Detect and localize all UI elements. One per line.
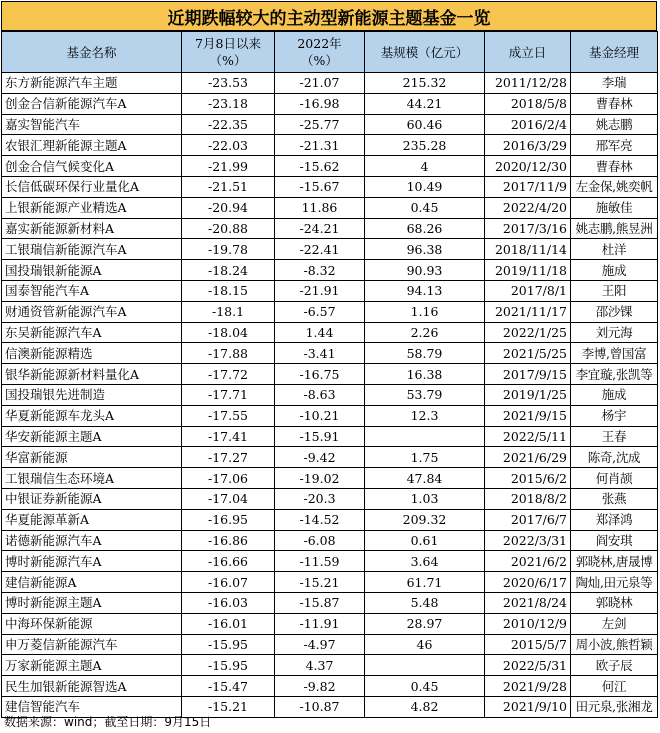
table-row: [2, 613, 658, 634]
table-row: [2, 260, 658, 281]
header-since-july8-line2: （%）: [209, 53, 247, 68]
since-july8-cell: -16.95: [182, 509, 275, 530]
fund-name-cell: 工银瑞信生态环境A: [2, 468, 182, 489]
inception-date-cell: 2017/9/15: [485, 364, 571, 385]
since-july8-cell: -17.41: [182, 426, 275, 447]
table-row: [2, 572, 658, 593]
fund-manager-cell: 杨宇: [571, 405, 658, 426]
since-july8-cell: -16.03: [182, 592, 275, 613]
ytd-2022-cell: -15.67: [275, 176, 365, 197]
header-row: [2, 32, 658, 73]
fund-size-cell: 61.71: [365, 572, 485, 593]
since-july8-cell: -17.27: [182, 447, 275, 468]
ytd-2022-cell: -11.91: [275, 613, 365, 634]
table-row: [2, 343, 658, 364]
fund-name-cell: 上银新能源产业精选A: [2, 197, 182, 218]
table-row: [2, 218, 658, 239]
fund-size-cell: 235.28: [365, 135, 485, 156]
fund-manager-cell: 何肖颉: [571, 468, 658, 489]
inception-date-cell: 2010/12/9: [485, 613, 571, 634]
fund-manager-cell: 田元泉,张湘龙: [571, 696, 658, 717]
ytd-2022-cell: -24.21: [275, 218, 365, 239]
ytd-2022-cell: -21.91: [275, 280, 365, 301]
inception-date-cell: 2021/9/10: [485, 696, 571, 717]
since-july8-cell: -18.24: [182, 260, 275, 281]
fund-manager-cell: 陈奇,沈成: [571, 447, 658, 468]
fund-manager-cell: 曹春林: [571, 93, 658, 114]
inception-date-cell: 2021/6/29: [485, 447, 571, 468]
inception-date-cell: 2019/11/18: [485, 260, 571, 281]
since-july8-cell: -18.1: [182, 301, 275, 322]
fund-size-cell: 47.84: [365, 468, 485, 489]
table-row: [2, 322, 658, 343]
fund-name-cell: 嘉实新能源新材料A: [2, 218, 182, 239]
inception-date-cell: 2021/8/24: [485, 592, 571, 613]
table-row: [2, 447, 658, 468]
fund-size-cell: 60.46: [365, 114, 485, 135]
fund-name-cell: 长信低碳环保行业量化A: [2, 176, 182, 197]
table-row: [2, 364, 658, 385]
inception-date-cell: 2022/4/20: [485, 197, 571, 218]
since-july8-cell: -20.88: [182, 218, 275, 239]
ytd-2022-cell: -20.3: [275, 488, 365, 509]
fund-name-cell: 东吴新能源汽车A: [2, 322, 182, 343]
fund-size-cell: [365, 655, 485, 676]
fund-size-cell: 94.13: [365, 280, 485, 301]
fund-manager-cell: 郭晓林: [571, 592, 658, 613]
ytd-2022-cell: -10.87: [275, 696, 365, 717]
ytd-2022-cell: -4.97: [275, 634, 365, 655]
fund-name-cell: 博时新能源汽车A: [2, 551, 182, 572]
ytd-2022-cell: -8.32: [275, 260, 365, 281]
ytd-2022-cell: -6.57: [275, 301, 365, 322]
table-row: [2, 239, 658, 260]
fund-size-cell: 209.32: [365, 509, 485, 530]
fund-name-cell: 中海环保新能源: [2, 613, 182, 634]
fund-manager-cell: 施敏佳: [571, 197, 658, 218]
ytd-2022-cell: -8.63: [275, 384, 365, 405]
fund-size-cell: 12.3: [365, 405, 485, 426]
fund-name-cell: 工银瑞信新能源汽车A: [2, 239, 182, 260]
fund-name-cell: 万家新能源主题A: [2, 655, 182, 676]
fund-size-cell: 16.38: [365, 364, 485, 385]
ytd-2022-cell: -21.31: [275, 135, 365, 156]
fund-name-cell: 华富新能源: [2, 447, 182, 468]
fund-size-cell: 53.79: [365, 384, 485, 405]
fund-name-cell: 农银汇理新能源主题A: [2, 135, 182, 156]
fund-name-cell: 申万菱信新能源汽车: [2, 634, 182, 655]
fund-table: [1, 31, 658, 718]
fund-name-cell: 建信新能源A: [2, 572, 182, 593]
table-row: [2, 426, 658, 447]
fund-manager-cell: 左剑: [571, 613, 658, 634]
fund-name-cell: 华安新能源主题A: [2, 426, 182, 447]
inception-date-cell: 2018/5/8: [485, 93, 571, 114]
fund-name-cell: 东方新能源汽车主题: [2, 73, 182, 94]
ytd-2022-cell: -15.91: [275, 426, 365, 447]
inception-date-cell: 2016/2/4: [485, 114, 571, 135]
fund-manager-cell: 刘元海: [571, 322, 658, 343]
fund-manager-cell: 周小波,熊哲颖: [571, 634, 658, 655]
since-july8-cell: -17.04: [182, 488, 275, 509]
fund-manager-cell: 李瑞: [571, 73, 658, 94]
since-july8-cell: -22.03: [182, 135, 275, 156]
ytd-2022-cell: -10.21: [275, 405, 365, 426]
since-july8-cell: -16.01: [182, 613, 275, 634]
table-row: [2, 176, 658, 197]
fund-manager-cell: 杜洋: [571, 239, 658, 260]
since-july8-cell: -18.15: [182, 280, 275, 301]
inception-date-cell: 2021/5/25: [485, 343, 571, 364]
inception-date-cell: 2015/5/7: [485, 634, 571, 655]
ytd-2022-cell: -11.59: [275, 551, 365, 572]
ytd-2022-cell: -9.82: [275, 676, 365, 697]
header-ytd-2022: [275, 32, 365, 73]
table-row: [2, 592, 658, 613]
fund-manager-cell: 王阳: [571, 280, 658, 301]
ytd-2022-cell: -21.07: [275, 73, 365, 94]
table-row: [2, 676, 658, 697]
fund-size-cell: 1.03: [365, 488, 485, 509]
table-row: [2, 135, 658, 156]
fund-name-cell: 建信智能汽车: [2, 696, 182, 717]
fund-name-cell: 创金合信气候变化A: [2, 156, 182, 177]
fund-size-cell: 3.64: [365, 551, 485, 572]
header-fund-name: 基金名称: [2, 32, 182, 73]
fund-manager-cell: 曹春林: [571, 156, 658, 177]
fund-manager-cell: 欧子辰: [571, 655, 658, 676]
inception-date-cell: 2020/6/17: [485, 572, 571, 593]
table-row: [2, 73, 658, 94]
table-row: [2, 530, 658, 551]
ytd-2022-cell: -16.75: [275, 364, 365, 385]
ytd-2022-cell: -25.77: [275, 114, 365, 135]
header-ytd-2022-line2: （%）: [301, 53, 338, 68]
table-row: [2, 280, 658, 301]
since-july8-cell: -16.86: [182, 530, 275, 551]
fund-size-cell: 0.61: [365, 530, 485, 551]
ytd-2022-cell: 1.44: [275, 322, 365, 343]
fund-name-cell: 创金合信新能源汽车A: [2, 93, 182, 114]
since-july8-cell: -15.95: [182, 655, 275, 676]
fund-size-cell: 0.45: [365, 197, 485, 218]
ytd-2022-cell: -15.87: [275, 592, 365, 613]
since-july8-cell: -17.88: [182, 343, 275, 364]
ytd-2022-cell: 4.37: [275, 655, 365, 676]
table-header: [2, 32, 658, 73]
header-ytd-2022-line1: 2022年: [297, 36, 342, 51]
table-row: [2, 384, 658, 405]
data-source-note: 数据来源：wind；截至日期：9月15日: [4, 715, 212, 729]
table-row: [2, 301, 658, 322]
since-july8-cell: -15.21: [182, 696, 275, 717]
inception-date-cell: 2018/8/2: [485, 488, 571, 509]
fund-size-cell: 4: [365, 156, 485, 177]
inception-date-cell: 2011/12/28: [485, 73, 571, 94]
inception-date-cell: 2018/11/14: [485, 239, 571, 260]
header-fund-manager: 基金经理: [571, 32, 658, 73]
fund-name-cell: 华夏能源革新A: [2, 509, 182, 530]
fund-manager-cell: 左金保,姚奕帆: [571, 176, 658, 197]
ytd-2022-cell: -3.41: [275, 343, 365, 364]
since-july8-cell: -18.04: [182, 322, 275, 343]
since-july8-cell: -17.55: [182, 405, 275, 426]
table-row: [2, 93, 658, 114]
fund-size-cell: 215.32: [365, 73, 485, 94]
header-since-july8: [182, 32, 275, 73]
inception-date-cell: 2021/9/28: [485, 676, 571, 697]
ytd-2022-cell: -6.08: [275, 530, 365, 551]
ytd-2022-cell: -14.52: [275, 509, 365, 530]
table-row: [2, 488, 658, 509]
fund-manager-cell: 何江: [571, 676, 658, 697]
since-july8-cell: -17.71: [182, 384, 275, 405]
fund-size-cell: 1.75: [365, 447, 485, 468]
inception-date-cell: 2017/3/16: [485, 218, 571, 239]
fund-size-cell: 4.82: [365, 696, 485, 717]
fund-manager-cell: 邢军亮: [571, 135, 658, 156]
inception-date-cell: 2015/6/2: [485, 468, 571, 489]
ytd-2022-cell: -15.21: [275, 572, 365, 593]
table-row: [2, 634, 658, 655]
fund-manager-cell: 张燕: [571, 488, 658, 509]
inception-date-cell: 2021/11/17: [485, 301, 571, 322]
fund-manager-cell: 姚志鹏: [571, 114, 658, 135]
since-july8-cell: -21.99: [182, 156, 275, 177]
table-row: [2, 655, 658, 676]
fund-size-cell: 96.38: [365, 239, 485, 260]
fund-manager-cell: 阎安琪: [571, 530, 658, 551]
header-since-july8-line1: 7月8日以来: [195, 36, 261, 51]
since-july8-cell: -17.72: [182, 364, 275, 385]
table-row: [2, 197, 658, 218]
fund-manager-cell: 邵沙锞: [571, 301, 658, 322]
inception-date-cell: 2017/6/7: [485, 509, 571, 530]
inception-date-cell: 2017/11/9: [485, 176, 571, 197]
fund-manager-cell: 郭晓林,唐晟博: [571, 551, 658, 572]
fund-size-cell: 68.26: [365, 218, 485, 239]
fund-name-cell: 国投瑞银新能源A: [2, 260, 182, 281]
ytd-2022-cell: -22.41: [275, 239, 365, 260]
ytd-2022-cell: -16.98: [275, 93, 365, 114]
fund-manager-cell: 陶灿,田元泉等: [571, 572, 658, 593]
table-title: 近期跌幅较大的主动型新能源主题基金一览: [1, 1, 657, 31]
fund-name-cell: 华夏新能源车龙头A: [2, 405, 182, 426]
inception-date-cell: 2016/3/29: [485, 135, 571, 156]
inception-date-cell: 2020/12/30: [485, 156, 571, 177]
fund-name-cell: 信澳新能源精选: [2, 343, 182, 364]
fund-size-cell: 90.93: [365, 260, 485, 281]
ytd-2022-cell: -19.02: [275, 468, 365, 489]
inception-date-cell: 2022/3/31: [485, 530, 571, 551]
fund-name-cell: 国泰智能汽车A: [2, 280, 182, 301]
fund-size-cell: 2.26: [365, 322, 485, 343]
since-july8-cell: -22.35: [182, 114, 275, 135]
since-july8-cell: -17.06: [182, 468, 275, 489]
fund-size-cell: 5.48: [365, 592, 485, 613]
fund-size-cell: 1.16: [365, 301, 485, 322]
fund-name-cell: 诺德新能源汽车A: [2, 530, 182, 551]
since-july8-cell: -20.94: [182, 197, 275, 218]
ytd-2022-cell: -9.42: [275, 447, 365, 468]
table-row: [2, 156, 658, 177]
ytd-2022-cell: 11.86: [275, 197, 365, 218]
fund-name-cell: 嘉实智能汽车: [2, 114, 182, 135]
fund-size-cell: 28.97: [365, 613, 485, 634]
fund-name-cell: 银华新能源新材料量化A: [2, 364, 182, 385]
ytd-2022-cell: -15.62: [275, 156, 365, 177]
table-row: [2, 468, 658, 489]
table-row: [2, 114, 658, 135]
fund-size-cell: 44.21: [365, 93, 485, 114]
table-row: [2, 405, 658, 426]
since-july8-cell: -19.78: [182, 239, 275, 260]
since-july8-cell: -23.18: [182, 93, 275, 114]
fund-name-cell: 中银证券新能源A: [2, 488, 182, 509]
fund-size-cell: 10.49: [365, 176, 485, 197]
inception-date-cell: 2019/1/25: [485, 384, 571, 405]
since-july8-cell: -23.53: [182, 73, 275, 94]
header-inception-date: 成立日: [485, 32, 571, 73]
fund-name-cell: 国投瑞银先进制造: [2, 384, 182, 405]
fund-size-cell: 0.45: [365, 676, 485, 697]
header-fund-size: 基规模（亿元）: [365, 32, 485, 73]
since-july8-cell: -15.47: [182, 676, 275, 697]
table-row: [2, 509, 658, 530]
since-july8-cell: -21.51: [182, 176, 275, 197]
table-body: [2, 73, 658, 718]
since-july8-cell: -16.07: [182, 572, 275, 593]
since-july8-cell: -15.95: [182, 634, 275, 655]
fund-name-cell: 财通资管新能源汽车A: [2, 301, 182, 322]
inception-date-cell: 2022/5/31: [485, 655, 571, 676]
fund-manager-cell: 王春: [571, 426, 658, 447]
fund-manager-cell: 李宜璇,张凯等: [571, 364, 658, 385]
fund-manager-cell: 姚志鹏,熊昱洲: [571, 218, 658, 239]
fund-name-cell: 博时新能源主题A: [2, 592, 182, 613]
fund-manager-cell: 施成: [571, 260, 658, 281]
fund-size-cell: 46: [365, 634, 485, 655]
inception-date-cell: 2022/1/25: [485, 322, 571, 343]
fund-manager-cell: 郑泽鸿: [571, 509, 658, 530]
inception-date-cell: 2021/6/2: [485, 551, 571, 572]
fund-size-cell: [365, 426, 485, 447]
inception-date-cell: 2021/9/15: [485, 405, 571, 426]
fund-name-cell: 民生加银新能源智选A: [2, 676, 182, 697]
fund-size-cell: 58.79: [365, 343, 485, 364]
fund-manager-cell: 施成: [571, 384, 658, 405]
since-july8-cell: -16.66: [182, 551, 275, 572]
table-row: [2, 551, 658, 572]
inception-date-cell: 2022/5/11: [485, 426, 571, 447]
inception-date-cell: 2017/8/1: [485, 280, 571, 301]
fund-manager-cell: 李博,曾国富: [571, 343, 658, 364]
